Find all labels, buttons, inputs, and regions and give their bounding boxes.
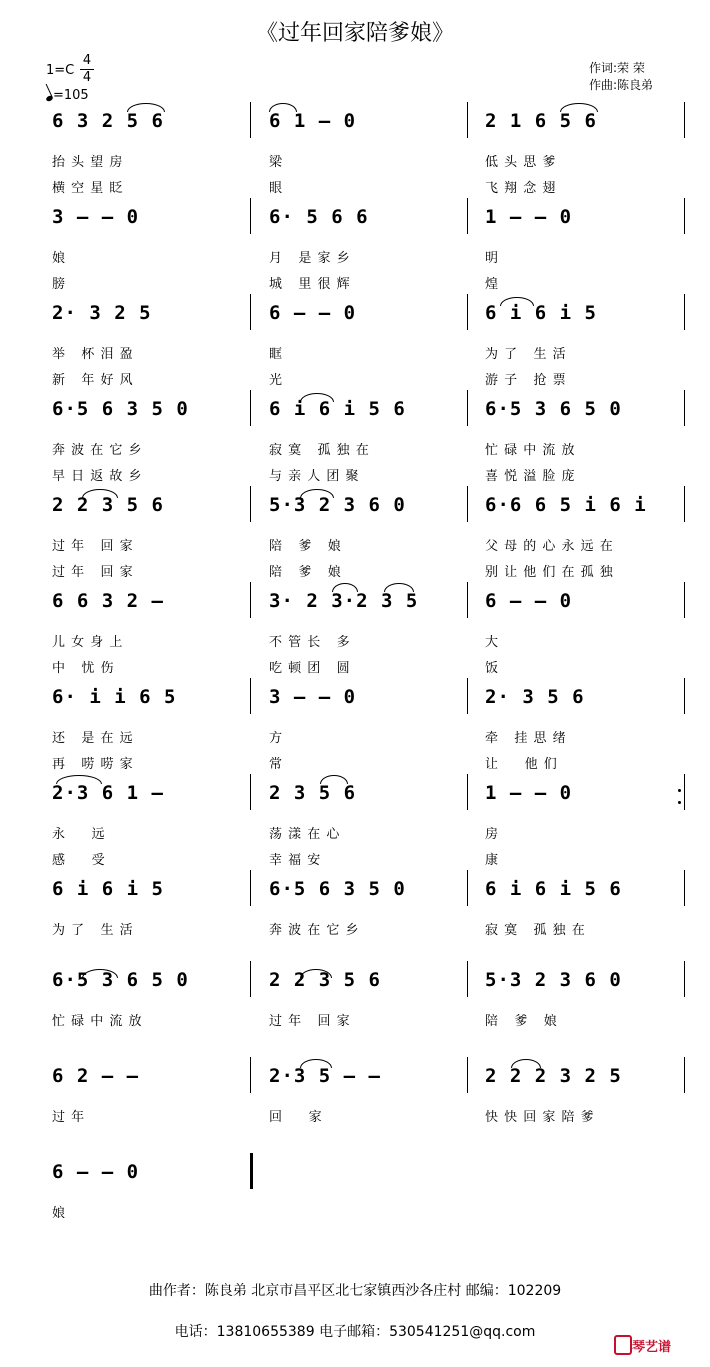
lyric-line-1: 荡 漾 在 心 bbox=[269, 827, 341, 842]
lyric-line-1: 回 家 bbox=[269, 1110, 323, 1125]
lyric-line-2: 喜 悦 溢 脸 庞 bbox=[485, 469, 576, 484]
lyric-line-2: 饭 bbox=[485, 661, 500, 676]
barline bbox=[250, 390, 251, 426]
measure-notes: 1 – – 0 bbox=[485, 782, 573, 804]
lyric-line-1: 娘 bbox=[52, 251, 67, 266]
barline bbox=[250, 774, 251, 810]
lyric-line-1: 娘 bbox=[52, 1206, 67, 1221]
barline bbox=[467, 390, 468, 426]
footer-contact: 电话：13810655389 电子邮箱：530541251@qq.com bbox=[174, 1324, 536, 1340]
lyric-line-1: 月 是 家 乡 bbox=[269, 251, 351, 266]
lyric-line-1: 快 快 回 家 陪 爹 bbox=[485, 1110, 595, 1125]
slur-arc bbox=[500, 297, 534, 306]
slur-arc bbox=[511, 1059, 541, 1068]
lyric-line-1: 奔 波 在 它 乡 bbox=[269, 923, 360, 938]
lyric-line-1: 举 杯 泪 盈 bbox=[52, 347, 134, 362]
lyric-line-1: 忙 碌 中 流 放 bbox=[52, 1014, 143, 1029]
lyric-line-1: 低 头 思 爹 bbox=[485, 155, 557, 170]
barline bbox=[467, 678, 468, 714]
measure-notes: 6 i 6 i 5 bbox=[485, 302, 597, 324]
measure-notes: 1 – – 0 bbox=[485, 206, 573, 228]
barline bbox=[250, 102, 251, 138]
measure-notes: 6 – – 0 bbox=[52, 1161, 140, 1183]
lyricist: 作词:荣 荣 bbox=[589, 61, 645, 75]
barline bbox=[684, 1057, 685, 1093]
slur-arc bbox=[82, 489, 118, 498]
lyric-line-1: 寂 寞 孤 独 在 bbox=[485, 923, 586, 938]
lyric-line-2: 膀 bbox=[52, 277, 67, 292]
measure-notes: 2 2 2 3 2 5 bbox=[485, 1065, 622, 1087]
lyric-line-2: 过 年 回 家 bbox=[52, 565, 134, 580]
slur-arc bbox=[56, 775, 102, 784]
measure-notes: 6 1 – 0 bbox=[269, 110, 357, 132]
time-denominator: 4 bbox=[82, 70, 92, 85]
lyric-line-2: 让 他 们 bbox=[485, 757, 558, 772]
barline bbox=[684, 870, 685, 906]
barline bbox=[684, 486, 685, 522]
lyric-line-2: 再 唠 唠 家 bbox=[52, 757, 134, 772]
measure-notes: 2 2 3 5 6 bbox=[269, 969, 381, 991]
measure-notes: 2·3 6 1 – bbox=[52, 782, 164, 804]
lyric-line-2: 中 忧 伤 bbox=[52, 661, 115, 676]
lyric-line-1: 牵 挂 思 绪 bbox=[485, 731, 567, 746]
barline bbox=[467, 102, 468, 138]
barline bbox=[250, 961, 251, 997]
measure-notes: 2 3 5 6 bbox=[269, 782, 357, 804]
lyric-line-1: 为 了 生 活 bbox=[52, 923, 134, 938]
barline bbox=[684, 102, 685, 138]
measure-notes: 2·3 5 – – bbox=[269, 1065, 381, 1087]
time-signature bbox=[80, 54, 94, 85]
barline bbox=[250, 678, 251, 714]
lyric-line-1: 奔 波 在 它 乡 bbox=[52, 443, 143, 458]
measure-notes: 6 – – 0 bbox=[269, 302, 357, 324]
measure-notes: 3· 2 3·2 3 5 bbox=[269, 590, 419, 612]
lyric-line-1: 儿 女 身 上 bbox=[52, 635, 124, 650]
barline bbox=[684, 678, 685, 714]
lyric-line-1: 为 了 生 活 bbox=[485, 347, 567, 362]
lyric-line-2: 光 bbox=[269, 373, 284, 388]
barline bbox=[467, 198, 468, 234]
lyric-line-1: 明 bbox=[485, 251, 500, 266]
measure-notes: 5·3 2 3 6 0 bbox=[269, 494, 406, 516]
barline bbox=[250, 294, 251, 330]
logo-icon bbox=[614, 1335, 632, 1355]
lyric-line-1: 过 年 回 家 bbox=[52, 539, 134, 554]
repeat-dot bbox=[678, 801, 681, 804]
tempo-marking bbox=[46, 88, 89, 103]
lyric-line-1: 还 是 在 远 bbox=[52, 731, 134, 746]
lyric-line-1: 寂 寞 孤 独 在 bbox=[269, 443, 370, 458]
lyric-line-2: 飞 翔 念 翅 bbox=[485, 181, 557, 196]
barline bbox=[467, 961, 468, 997]
lyric-line-1: 房 bbox=[485, 827, 500, 842]
measure-notes: 6·5 6 3 5 0 bbox=[269, 878, 406, 900]
measure-notes: 6 – – 0 bbox=[485, 590, 573, 612]
measure-notes: 2· 3 2 5 bbox=[52, 302, 152, 324]
barline bbox=[467, 774, 468, 810]
barline bbox=[467, 294, 468, 330]
lyric-line-1: 永 远 bbox=[52, 827, 106, 842]
slur-arc bbox=[560, 103, 598, 112]
lyric-line-1: 陪 爹 娘 bbox=[269, 539, 342, 554]
repeat-dot bbox=[678, 789, 681, 792]
lyric-line-1: 大 bbox=[485, 635, 500, 650]
lyric-line-2: 幸 福 安 bbox=[269, 853, 322, 868]
measure-notes: 6 i 6 i 5 6 bbox=[485, 878, 622, 900]
barline bbox=[250, 1057, 251, 1093]
barline bbox=[250, 870, 251, 906]
credits bbox=[589, 60, 653, 94]
lyric-line-2: 煌 bbox=[485, 277, 500, 292]
measure-notes: 2 2 3 5 6 bbox=[52, 494, 164, 516]
measure-notes: 6 2 – – bbox=[52, 1065, 140, 1087]
lyric-line-2: 城 里 很 辉 bbox=[269, 277, 351, 292]
lyric-line-2: 早 日 返 故 乡 bbox=[52, 469, 143, 484]
barline bbox=[684, 198, 685, 234]
lyric-line-2: 与 亲 人 团 聚 bbox=[269, 469, 360, 484]
lyric-line-2: 新 年 好 风 bbox=[52, 373, 134, 388]
tempo-value: =105 bbox=[53, 88, 89, 103]
slur-arc bbox=[127, 103, 165, 112]
slur-arc bbox=[320, 775, 348, 784]
barline bbox=[467, 582, 468, 618]
lyric-line-1: 父 母 的 心 永 远 在 bbox=[485, 539, 614, 554]
measure-notes: 6 i 6 i 5 6 bbox=[269, 398, 406, 420]
barline bbox=[684, 774, 685, 810]
lyric-line-2: 横 空 星 眨 bbox=[52, 181, 124, 196]
measure-notes: 6 6 3 2 – bbox=[52, 590, 164, 612]
lyric-line-2: 游 子 抢 票 bbox=[485, 373, 567, 388]
slur-arc bbox=[384, 583, 414, 592]
lyric-line-1: 过 年 bbox=[52, 1110, 86, 1125]
lyric-line-1: 方 bbox=[269, 731, 284, 746]
slur-arc bbox=[269, 103, 297, 112]
measure-notes: 3 – – 0 bbox=[52, 206, 140, 228]
measure-notes: 2· 3 5 6 bbox=[485, 686, 585, 708]
time-numerator: 4 bbox=[82, 53, 92, 68]
barline bbox=[250, 582, 251, 618]
measure-notes: 6·5 3 6 5 0 bbox=[485, 398, 622, 420]
lyric-line-2: 吃 顿 团 圆 bbox=[269, 661, 351, 676]
measure-notes: 6 3 2 5 6 bbox=[52, 110, 164, 132]
lyric-line-2: 感 受 bbox=[52, 853, 106, 868]
measure-notes: 3 – – 0 bbox=[269, 686, 357, 708]
barline bbox=[250, 486, 251, 522]
lyric-line-1: 过 年 回 家 bbox=[269, 1014, 351, 1029]
measure-notes: 6·5 6 3 5 0 bbox=[52, 398, 189, 420]
measure-notes: 6· 5 6 6 bbox=[269, 206, 369, 228]
lyric-line-1: 忙 碌 中 流 放 bbox=[485, 443, 576, 458]
barline bbox=[467, 486, 468, 522]
composer: 作曲:陈良弟 bbox=[589, 78, 654, 92]
measure-notes: 2 1 6 5 6 bbox=[485, 110, 597, 132]
song-title: 《过年回家陪爹娘》 bbox=[255, 21, 454, 46]
lyric-line-1: 梁 bbox=[269, 155, 284, 170]
measure-notes: 5·3 2 3 6 0 bbox=[485, 969, 622, 991]
lyric-line-2: 康 bbox=[485, 853, 500, 868]
lyric-line-2: 陪 爹 娘 bbox=[269, 565, 342, 580]
measure-notes: 6· i i 6 5 bbox=[52, 686, 177, 708]
measure-notes: 6·6 6 5 i 6 i bbox=[485, 494, 647, 516]
lyric-line-1: 眶 bbox=[269, 347, 284, 362]
site-logo[interactable]: 琴艺谱 bbox=[632, 1340, 672, 1355]
slur-arc bbox=[300, 489, 334, 498]
key-signature: 1=C bbox=[46, 63, 75, 78]
measure-notes: 6 i 6 i 5 bbox=[52, 878, 164, 900]
barline bbox=[467, 1057, 468, 1093]
barline bbox=[250, 198, 251, 234]
barline bbox=[684, 582, 685, 618]
slur-arc bbox=[300, 393, 334, 402]
lyric-line-1: 陪 爹 娘 bbox=[485, 1014, 558, 1029]
barline bbox=[250, 1153, 253, 1189]
lyric-line-2: 眼 bbox=[269, 181, 284, 196]
footer-address: 曲作者：陈良弟 北京市昌平区北七家镇西沙各庄村 邮编：102209 bbox=[148, 1283, 562, 1299]
lyric-line-2: 常 bbox=[269, 757, 284, 772]
slur-arc bbox=[300, 1059, 332, 1068]
barline bbox=[684, 961, 685, 997]
barline bbox=[684, 390, 685, 426]
barline bbox=[467, 870, 468, 906]
measure-notes: 6·5 3 6 5 0 bbox=[52, 969, 189, 991]
barline bbox=[684, 294, 685, 330]
lyric-line-1: 不 管 长 多 bbox=[269, 635, 351, 650]
lyric-line-2: 别 让 他 们 在 孤 独 bbox=[485, 565, 614, 580]
lyric-line-1: 抬 头 望 房 bbox=[52, 155, 124, 170]
slur-arc bbox=[332, 583, 358, 592]
